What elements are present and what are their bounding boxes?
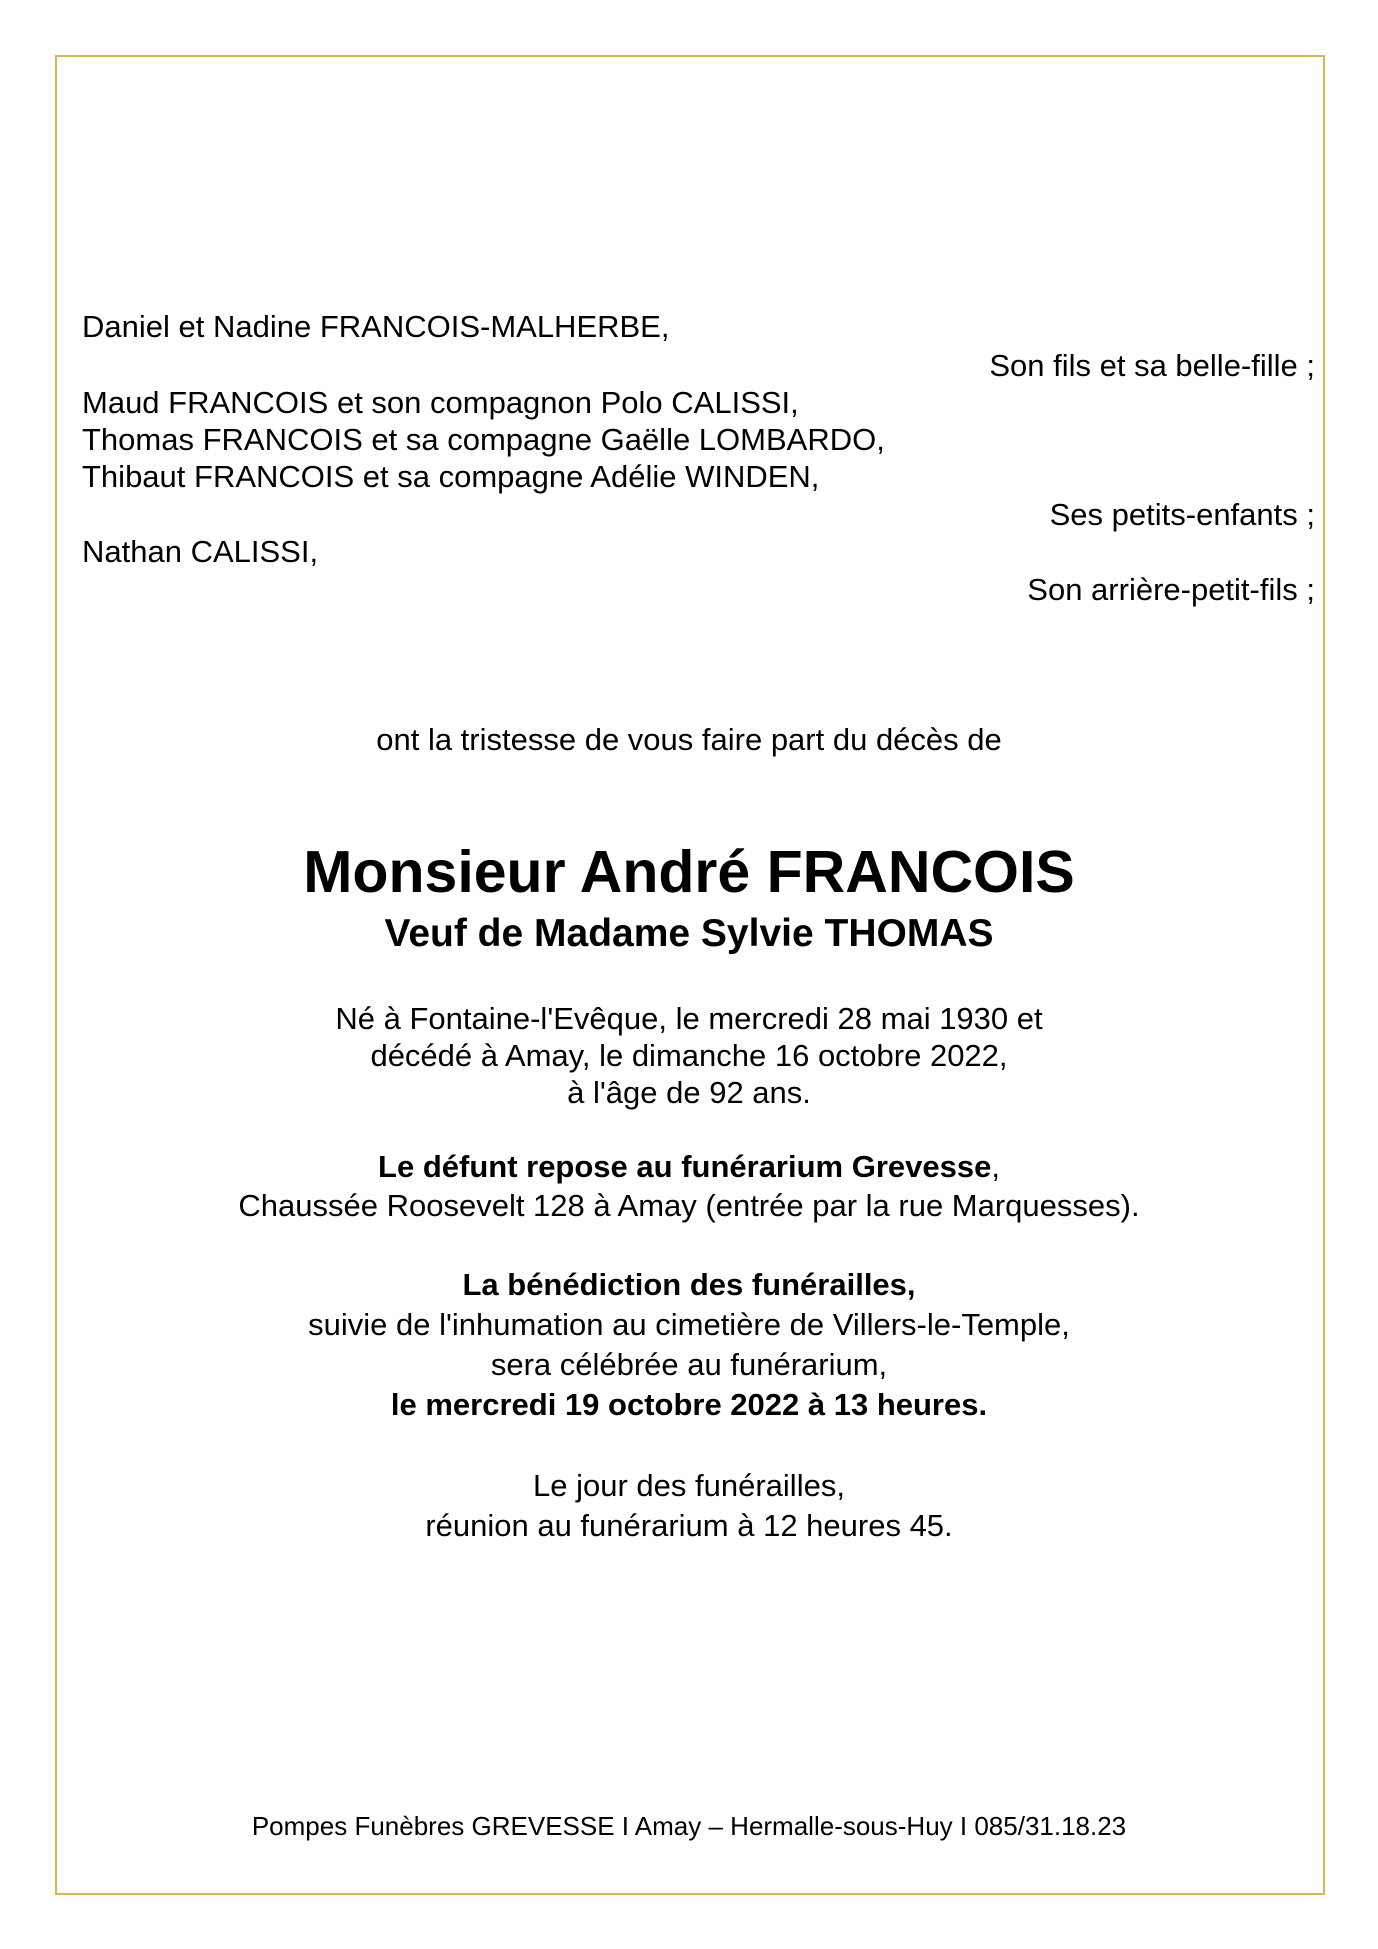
grandchildren-relation: Ses petits-enfants ; [1049, 497, 1315, 532]
death-line: décédé à Amay, le dimanche 16 octobre 2022, [370, 1038, 1008, 1073]
funeral-line-2: sera célébrée au funérarium, [490, 1347, 888, 1382]
meeting-line-1: Le jour des funérailles, [533, 1468, 845, 1503]
deceased-name: Monsieur André FRANCOIS [303, 839, 1075, 905]
grandchild-name-1: Maud FRANCOIS et son compagnon Polo CALISSI, [82, 385, 799, 420]
repose-line [0, 1148, 1378, 1185]
age-line: à l'âge de 92 ans. [567, 1075, 811, 1110]
funeral-line-1: suivie de l'inhumation au cimetière de Villers-le-Temple, [308, 1307, 1070, 1342]
grandchild-name-2: Thomas FRANCOIS et sa compagne Gaëlle LOMBARDO, [82, 422, 885, 457]
great-grandchild-name: Nathan CALISSI, [82, 534, 319, 569]
repose-bold: Le défunt repose au funérarium Grevesse [378, 1149, 992, 1184]
birth-line: Né à Fontaine-l'Evêque, le mercredi 28 mai 1930 et [335, 1001, 1043, 1036]
grandchild-name-3: Thibaut FRANCOIS et sa compagne Adélie WINDEN, [82, 459, 820, 494]
widow-of: Veuf de Madame Sylvie THOMAS [384, 912, 994, 955]
son-names: Daniel et Nadine FRANCOIS-MALHERBE, [82, 309, 670, 344]
repose-suffix: , [991, 1149, 1000, 1184]
repose-address: Chaussée Roosevelt 128 à Amay (entrée par la rue Marquesses). [238, 1188, 1140, 1223]
funeral-title: La bénédiction des funérailles, [462, 1267, 916, 1302]
announcement-text: ont la tristesse de vous faire part du décès de [376, 722, 1002, 757]
footer-text: Pompes Funèbres GREVESSE I Amay – Hermalle-sous-Huy I 085/31.18.23 [251, 1811, 1127, 1841]
funeral-date: le mercredi 19 octobre 2022 à 13 heures. [390, 1387, 988, 1422]
son-relation: Son fils et sa belle-fille ; [989, 348, 1315, 383]
meeting-line-2: réunion au funérarium à 12 heures 45. [425, 1508, 953, 1543]
great-grandchild-relation: Son arrière-petit-fils ; [1027, 572, 1315, 607]
